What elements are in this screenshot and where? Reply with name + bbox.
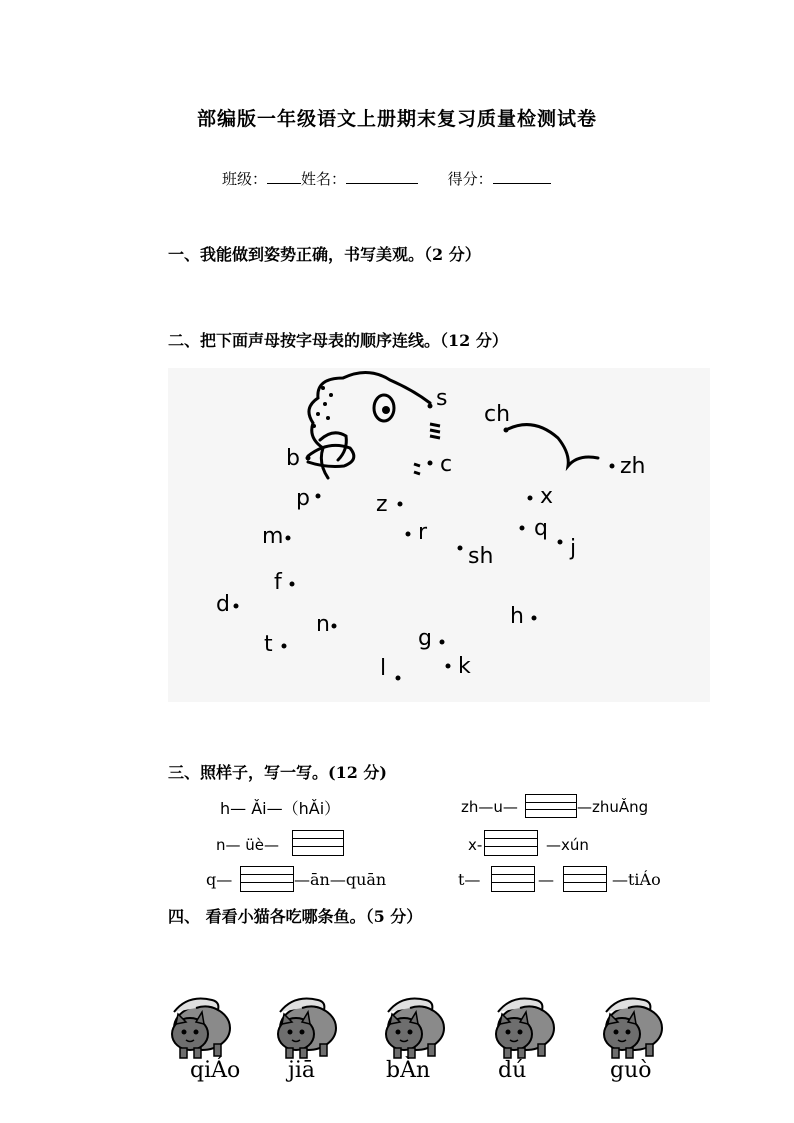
score-label: 得分：	[447, 170, 493, 188]
section-four-heading: 四、 看看小猫各吃哪条鱼。（5 分）	[168, 907, 423, 926]
row2-left-prefix: n— üè—	[216, 836, 280, 854]
section-two-heading: 二、把下面声母按字母表的顺序连线。（12 分）	[168, 331, 508, 350]
row3-left-suffix: —ān—quān	[294, 870, 387, 889]
row3-right-writing-box-1[interactable]	[491, 866, 535, 892]
section-three-heading: 三、照样子，写一写。(12 分)	[168, 763, 387, 782]
section-one-heading: 一、我能做到姿势正确，书写美观。（2 分）	[168, 245, 481, 264]
dog-line-drawing	[168, 368, 710, 702]
letter-zh: zh	[620, 454, 646, 479]
letter-m: m	[262, 524, 284, 549]
letter-d: d	[216, 592, 230, 617]
letter-f: f	[274, 570, 282, 595]
row3-right-suffix: —tiÁo	[612, 870, 661, 889]
row1-right-writing-box[interactable]	[525, 794, 577, 818]
letter-l: l	[380, 656, 387, 681]
class-label: 班级：	[222, 170, 268, 188]
letter-n: n	[316, 612, 330, 637]
cat-label-4: dú	[498, 1058, 527, 1083]
row2-left-writing-box[interactable]	[292, 830, 344, 856]
row3-right-middle: —	[538, 870, 554, 889]
cat-row	[0, 988, 794, 1060]
letter-p: p	[296, 486, 310, 511]
cat-label-3: bÀn	[386, 1058, 431, 1083]
letter-ch: ch	[484, 402, 511, 427]
cat-4	[496, 999, 554, 1059]
cat-label-1: qiÁo	[190, 1058, 241, 1083]
row1-right-suffix: —zhuǍng	[577, 798, 649, 816]
letter-j: j	[570, 536, 577, 561]
letter-c: c	[440, 452, 453, 477]
row2-right-writing-box[interactable]	[484, 830, 538, 856]
name-label: 姓名：	[301, 170, 347, 188]
letter-s: s	[436, 386, 448, 411]
letter-z: z	[376, 492, 388, 517]
row2-right-prefix: x-	[468, 836, 483, 854]
cat-5	[604, 999, 662, 1059]
row3-right-writing-box-2[interactable]	[563, 866, 607, 892]
letter-t: t	[264, 632, 273, 657]
row3-left-prefix: q—	[206, 870, 233, 889]
row3-right-prefix: t—	[458, 870, 481, 889]
cat-2	[278, 999, 336, 1059]
cat-label-2: jiā	[288, 1058, 315, 1083]
cat-1	[172, 999, 230, 1059]
letter-sh: sh	[468, 544, 494, 569]
row1-right-prefix: zh—u—	[461, 798, 518, 816]
name-blank[interactable]	[346, 169, 418, 184]
letter-h: h	[510, 604, 524, 629]
page-title: 部编版一年级语文上册期末复习质量检测试卷	[196, 108, 597, 130]
letter-b: b	[286, 446, 300, 471]
score-blank[interactable]	[493, 169, 551, 184]
cat-3	[386, 999, 444, 1059]
row3-left-writing-box[interactable]	[240, 866, 294, 892]
cat-label-5: guò	[610, 1058, 652, 1083]
letter-x: x	[540, 484, 554, 509]
dog-tail-curve	[506, 425, 598, 466]
example-row: h— Ǎi—（hǍi）	[220, 799, 341, 818]
class-blank[interactable]	[267, 169, 301, 184]
connect-dots-picture	[168, 368, 710, 702]
letter-g: g	[418, 626, 432, 651]
dog-mouth	[308, 445, 354, 466]
letter-q: q	[534, 516, 548, 541]
row2-right-suffix: —xún	[546, 836, 589, 854]
dog-head-outline	[309, 372, 430, 478]
letter-k: k	[458, 654, 471, 679]
letter-r: r	[418, 520, 428, 545]
student-info	[222, 168, 551, 189]
